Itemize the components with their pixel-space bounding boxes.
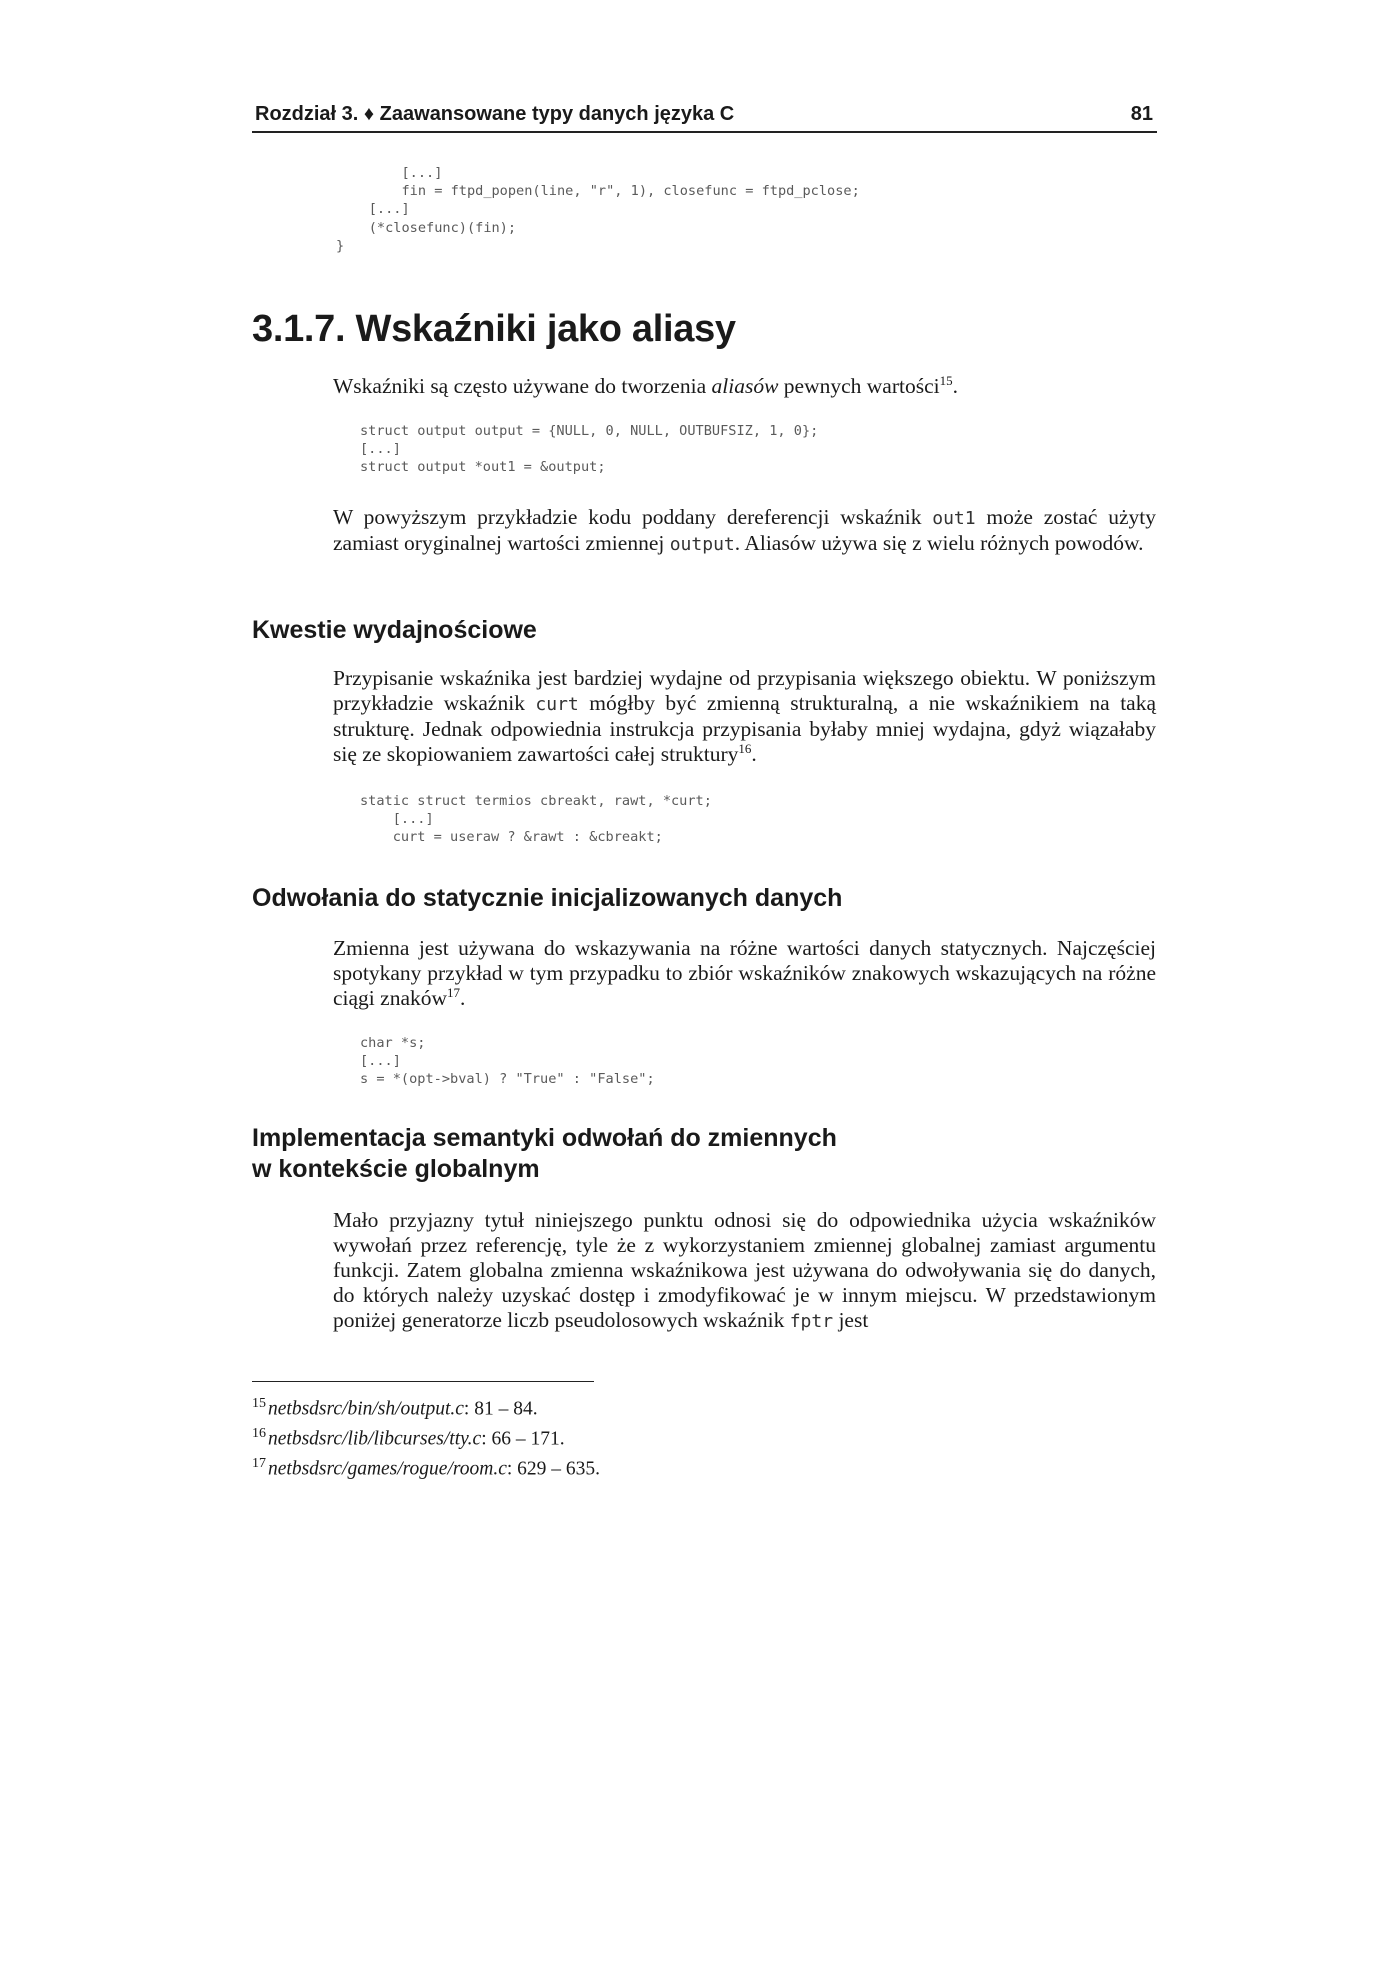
footnote-ref: 15 — [939, 372, 953, 388]
code-line: [...] — [336, 165, 443, 181]
footnote-15: $^{15}$ netbsdsrc/bin/sh/output.c: 81 – 84. — [252, 1396, 538, 1420]
code-line: [...] — [336, 201, 410, 218]
subsection-title-performance: Kwestie wydajnościowe — [252, 616, 537, 644]
section-title: 3.1.7. Wskaźniki jako aliasy — [252, 308, 736, 350]
static-paragraph: Zmienna jest używana do wskazywania na różne wartości danych statycznych. Najczęściej spotykany przykład w tym przypadku to zbiór wskaźników znakowych wskazujących na różne ciągi znaków$^{17}$. — [333, 936, 1156, 1010]
footnote-16: $^{16}$ netbsdsrc/lib/libcurses/tty.c: 66 – 171. — [252, 1426, 565, 1450]
code-block-alias: struct output output = {NULL, 0, NULL, OUTBUFSIZ, 1, 0}; [...] struct output *out1 = &output; — [360, 423, 819, 476]
subsection-title-static: Odwołania do statycznie inicjalizowanych danych — [252, 884, 843, 912]
code-line: fin = ftpd_popen(line, "r", 1), closefunc = ftpd_pclose; — [336, 183, 860, 200]
section-intro: Wskaźniki są często używane do tworzenia aliasów pewnych wartości$^{15}$. — [333, 372, 958, 398]
code-block-performance: static struct termios cbreakt, rawt, *curt; [...] curt = useraw ? &rawt : &cbreakt; — [360, 793, 712, 846]
footnote-divider — [252, 1381, 594, 1382]
footnote-ref: 17 — [447, 984, 461, 1000]
code-line: (*closefunc)(fin); — [336, 219, 517, 236]
footnote-ref: 16 — [738, 740, 752, 756]
footnote-17: $^{17}$ netbsdsrc/games/rogue/room.c: 629 – 635. — [252, 1456, 601, 1480]
code-block-top — [336, 164, 860, 255]
section-paragraph: W powyższym przykładzie kodu poddany dereferencji wskaźnik out1 może zostać użyty zamiast oryginalnej wartości zmiennej output. Aliasów używa się z wielu różnych powodów. — [333, 505, 1156, 555]
page-number: 81 — [1130, 103, 1153, 125]
chapter-title: Rozdział 3. ♦ Zaawansowane typy danych języka C — [255, 103, 735, 125]
global-paragraph: Mało przyjazny tytuł niniejszego punktu odnosi się do odpowiednika użycia wskaźników wywołań przez referencję, tyle że z wykorzystaniem zmiennej globalnej zamiast argumentu funkcji. Zatem globalna zmienna wskaźnikowa jest używana do odwoływania się do danych, do których należy uzyskać dostęp i zmodyfikować je w innym miejscu. W przedstawionym poniżej generatorze liczb pseudolosowych wskaźnik fptr jest — [333, 1208, 1156, 1332]
code-block-static: char *s; [...] s = *(opt->bval) ? "True" : "False"; — [360, 1035, 655, 1088]
running-head — [252, 101, 1157, 133]
performance-paragraph: Przypisanie wskaźnika jest bardziej wydajne od przypisania większego obiektu. W poniższym przykładzie wskaźnik curt mógłby być zmienną strukturalną, a nie wskaźnikiem na taką strukturę. Jednak odpowiednia instrukcja przypisania byłaby mniej wydajna, gdyż wiązałaby się ze skopiowaniem zawartości całej struktury$^{16}$. — [333, 666, 1156, 766]
code-line: } — [336, 237, 345, 254]
subsection-title-global: Implementacja semantyki odwołań do zmiennych w kontekście globalnym — [252, 1124, 837, 1183]
